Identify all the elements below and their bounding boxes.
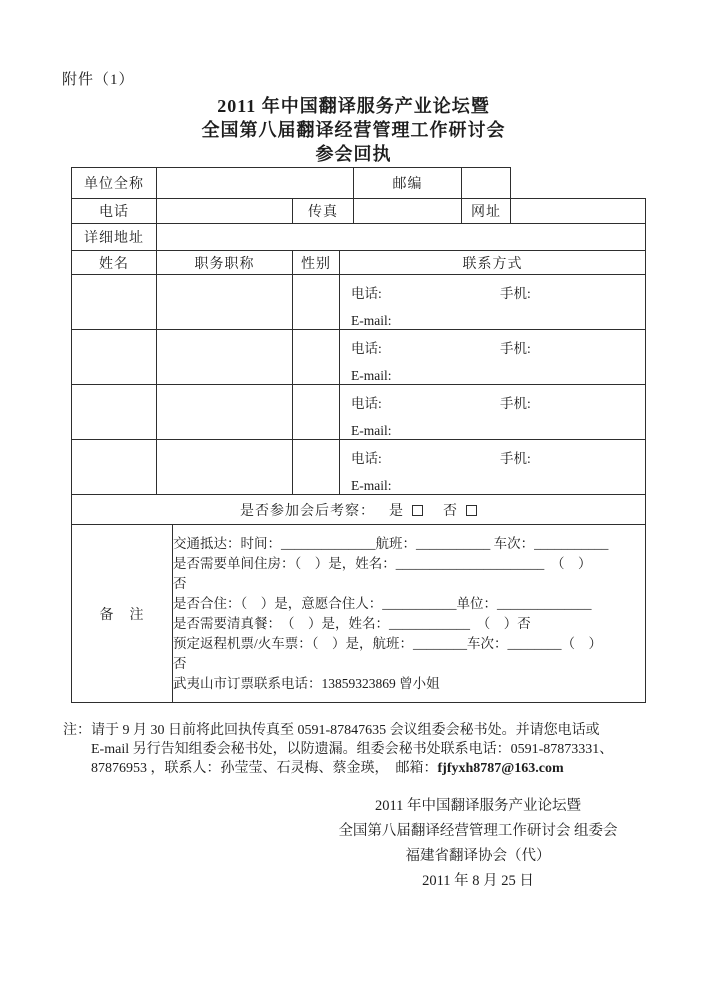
attendee-contact-cell	[340, 275, 646, 330]
contact-phone-label: 电话:	[351, 341, 382, 356]
contact-phone-label: 电话:	[351, 396, 382, 411]
gender-header: 性别	[293, 251, 340, 275]
website-label: 网址	[462, 199, 511, 224]
attendee-contact-cell	[340, 385, 646, 440]
remarks-line-return-ticket: 预定返程机票/火车票：（ ）是，航班：________车次：________（ ）	[173, 635, 602, 651]
survey-yes-label: 是	[389, 503, 404, 519]
postcode-label: 邮编	[354, 168, 462, 199]
note-line-3	[63, 759, 655, 778]
attendee-gender-cell	[293, 440, 340, 495]
note-line-1	[63, 721, 655, 740]
attendee-header-row	[72, 251, 646, 275]
contact-phone-label: 电话:	[351, 286, 382, 301]
contact-email-label: E-mail:	[351, 313, 392, 328]
attendee-gender-cell	[293, 385, 340, 440]
remarks-line-single-room-no: 否	[173, 575, 187, 591]
attendee-title-cell	[157, 330, 293, 385]
contact-header: 联系方式	[340, 251, 646, 275]
contact-phone-line	[340, 282, 645, 302]
attendee-name-cell	[72, 385, 157, 440]
attendee-title-cell	[157, 275, 293, 330]
remarks-content-cell	[173, 525, 646, 703]
org-name-value-cell	[157, 168, 354, 199]
attendee-row-2	[72, 330, 646, 385]
survey-no-checkbox	[466, 505, 477, 516]
form-title: 参会回执	[315, 144, 392, 164]
survey-no-label: 否	[443, 503, 458, 519]
attendee-row-4	[72, 440, 646, 495]
contact-email-label: E-mail:	[351, 423, 392, 438]
postcode-value-cell	[462, 168, 511, 199]
attendee-name-cell	[72, 330, 157, 385]
fax-label: 传真	[293, 199, 354, 224]
signature-date: 2011 年 8 月 25 日	[422, 873, 534, 889]
contact-email-label: E-mail:	[351, 368, 392, 383]
attachment-label: 附件（1）	[62, 72, 135, 88]
note-line-3-text: 87876953 ，联系人：孙莹莹、石灵梅、蔡金瑛， 邮箱：	[91, 761, 438, 776]
fax-value-cell	[354, 199, 462, 224]
phone-fax-row	[72, 199, 646, 224]
survey-question: 是否参加会后考察：	[240, 503, 375, 519]
contact-email-label: E-mail:	[351, 478, 392, 493]
contact-email-line	[340, 313, 645, 329]
contact-mobile-label: 手机:	[500, 396, 531, 411]
footer-note	[63, 721, 655, 778]
phone-value-cell	[157, 199, 293, 224]
address-value-cell	[157, 224, 646, 251]
website-value-cell	[511, 199, 646, 224]
contact-mobile-label: 手机:	[500, 451, 531, 466]
contact-phone-line	[340, 392, 645, 412]
signature-line-3: 福建省翻译协会（代）	[405, 848, 551, 864]
attendee-gender-cell	[293, 330, 340, 385]
attendee-gender-cell	[293, 275, 340, 330]
survey-yes-checkbox	[412, 505, 423, 516]
org-name-label: 单位全称	[72, 168, 157, 199]
contact-email-line	[340, 423, 645, 439]
note-line-1-text: 请于 9 月 30 日前将此回执传真至 0591-87847635 会议组委会秘书处。并请您电话或	[91, 723, 600, 738]
phone-label: 电话	[72, 199, 157, 224]
survey-cell	[72, 495, 646, 525]
contact-phone-line	[340, 447, 645, 467]
remarks-line-transport: 交通抵达：时间：______________航班：___________ 车次：___________	[173, 535, 609, 551]
survey-row	[72, 495, 646, 525]
title-line-2: 全国第八届翻译经营管理工作研讨会	[201, 120, 506, 140]
contact-mobile-label: 手机:	[500, 286, 531, 301]
attendee-title-cell	[157, 440, 293, 495]
remarks-line-share-room: 是否合住：（ ）是，意愿合住人：___________单位：______________	[173, 595, 592, 611]
reply-form-table	[71, 167, 646, 703]
contact-phone-label: 电话:	[351, 451, 382, 466]
signature-block	[278, 794, 678, 894]
contact-mobile-label: 手机:	[500, 341, 531, 356]
signature-line-1: 2011 年中国翻译服务产业论坛暨	[374, 798, 582, 814]
attendee-row-3	[72, 385, 646, 440]
contact-email-line	[340, 368, 645, 384]
title-line-1: 2011 年中国翻译服务产业论坛暨	[217, 96, 490, 116]
attendee-title-cell	[157, 385, 293, 440]
attendee-contact-cell	[340, 330, 646, 385]
address-label: 详细地址	[72, 224, 157, 251]
attendee-row-1	[72, 275, 646, 330]
signature-line-2: 全国第八届翻译经营管理工作研讨会 组委会	[338, 823, 618, 839]
contact-email-line	[340, 478, 645, 494]
remarks-line-booking-phone: 武夷山市订票联系电话：13859323869 曾小姐	[173, 675, 440, 691]
remarks-label: 备 注	[72, 525, 173, 703]
remarks-line-single-room: 是否需要单间住房：（ ）是，姓名：______________________ （ ）	[173, 555, 592, 571]
remarks-line-halal: 是否需要清真餐： （ ）是，姓名：____________ （ ）否	[173, 615, 531, 631]
remarks-line-return-ticket-no: 否	[173, 655, 187, 671]
note-label: 注：	[63, 723, 91, 738]
attendee-name-cell	[72, 275, 157, 330]
remarks-row	[72, 525, 646, 703]
note-line-2: E-mail 另行告知组委会秘书处，以防遗漏。组委会秘书处联系电话：0591-87873331、	[91, 742, 614, 757]
attendee-name-cell	[72, 440, 157, 495]
attendee-contact-cell	[340, 440, 646, 495]
org-name-row	[72, 168, 646, 199]
title-header: 职务职称	[157, 251, 293, 275]
contact-phone-line	[340, 337, 645, 357]
address-row	[72, 224, 646, 251]
note-email: fjfyxh8787@163.com	[437, 761, 564, 776]
name-header: 姓名	[72, 251, 157, 275]
